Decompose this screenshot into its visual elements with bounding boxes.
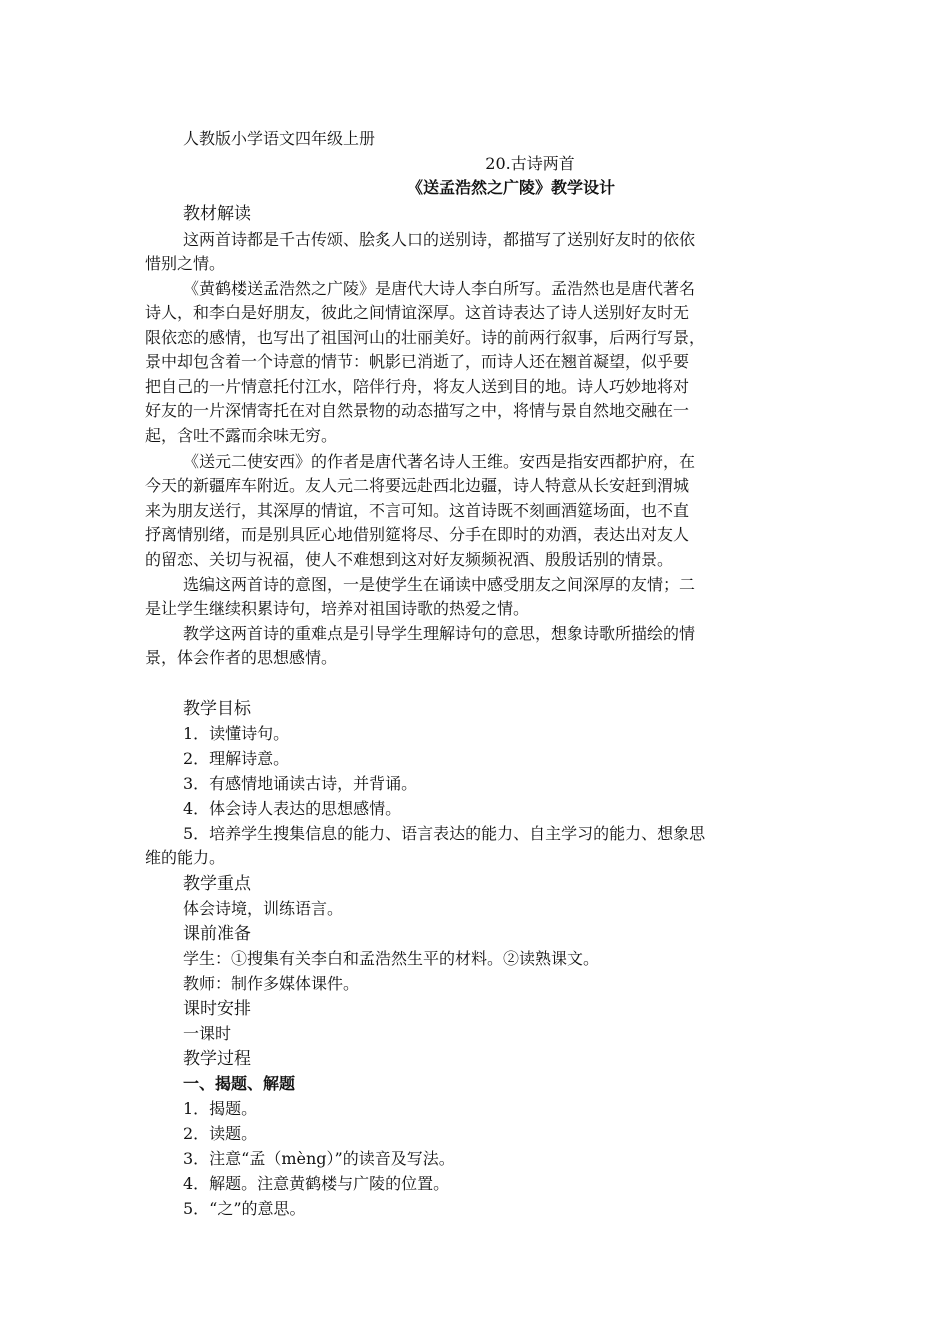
- list-item: 1．读懂诗句。: [183, 724, 290, 743]
- list-item: 3．有感情地诵读古诗，并背诵。: [183, 774, 418, 793]
- section-heading-analysis: 教材解读: [183, 204, 251, 224]
- paragraph-line: 抒离情别绪，而是别具匠心地借别筵将尽、分手在即时的劝酒，表达出对友人: [145, 525, 690, 544]
- paragraph-line: 今天的新疆库车附近。友人元二将要远赴西北边疆，诗人特意从长安赶到渭城: [145, 476, 690, 495]
- paragraph-line: 一课时: [183, 1024, 232, 1043]
- document-title: 《送孟浩然之广陵》教学设计: [406, 178, 615, 197]
- paragraph-line: 限依恋的感情，也写出了祖国河山的壮丽美好。诗的前两行叙事，后两行写景，: [145, 328, 706, 347]
- section-heading-prep: 课前准备: [183, 924, 251, 944]
- lesson-title: 20.古诗两首: [485, 154, 575, 173]
- paragraph-line: 来为朋友送行，其深厚的情谊，不言可知。这首诗既不刻画酒筵场面，也不直: [145, 501, 690, 520]
- section-heading-goals: 教学目标: [183, 699, 251, 719]
- paragraph-line: 教师：制作多媒体课件。: [183, 974, 360, 993]
- list-item: 4．解题。注意黄鹤楼与广陵的位置。: [183, 1174, 450, 1193]
- paragraph-line: 是让学生继续积累诗句，培养对祖国诗歌的热爱之情。: [145, 599, 530, 618]
- list-item: 3．注意“孟（mèng）”的读音及写法。: [183, 1149, 455, 1168]
- list-item: 维的能力。: [145, 848, 226, 867]
- paragraph-line: 学生：①搜集有关李白和孟浩然生平的材料。②读熟课文。: [183, 949, 600, 968]
- list-item: 2．理解诗意。: [183, 749, 290, 768]
- list-item: 5．“之”的意思。: [183, 1199, 306, 1218]
- paragraph-line: 好友的一片深情寄托在对自然景物的动态描写之中，将情与景自然地交融在一: [145, 401, 690, 420]
- series-title: 人教版小学语文四年级上册: [183, 129, 376, 148]
- step-heading: 一、揭题、解题: [183, 1074, 296, 1093]
- paragraph-line: 《黄鹤楼送孟浩然之广陵》是唐代大诗人李白所写。孟浩然也是唐代著名: [183, 279, 696, 298]
- list-item: 5．培养学生搜集信息的能力、语言表达的能力、自主学习的能力、想象思: [183, 824, 706, 843]
- paragraph-line: 选编这两首诗的意图，一是使学生在诵读中感受朋友之间深厚的友情；二: [183, 575, 696, 594]
- paragraph-line: 起，含吐不露而余味无穷。: [145, 426, 338, 445]
- list-item: 1．揭题。: [183, 1099, 258, 1118]
- list-item: 2．读题。: [183, 1124, 258, 1143]
- paragraph-line: 诗人，和李白是好朋友，彼此之间情谊深厚。这首诗表达了诗人送别好友时无: [145, 303, 690, 322]
- paragraph-line: 这两首诗都是千古传颂、脍炙人口的送别诗，都描写了送别好友时的依依: [183, 230, 696, 249]
- paragraph-line: 景，体会作者的思想感情。: [145, 648, 338, 667]
- paragraph-line: 把自己的一片情意托付江水，陪伴行舟，将友人送到目的地。诗人巧妙地将对: [145, 377, 690, 396]
- paragraph-line: 体会诗境，训练语言。: [183, 899, 344, 918]
- list-item: 4．体会诗人表达的思想感情。: [183, 799, 402, 818]
- paragraph-line: 景中却包含着一个诗意的情节：帆影已消逝了，而诗人还在翘首凝望，似乎要: [145, 352, 690, 371]
- paragraph-line: 惜别之情。: [145, 254, 226, 273]
- section-heading-process: 教学过程: [183, 1049, 251, 1069]
- section-heading-time: 课时安排: [183, 999, 251, 1019]
- paragraph-line: 《送元二使安西》的作者是唐代著名诗人王维。安西是指安西都护府，在: [183, 452, 696, 471]
- paragraph-line: 教学这两首诗的重难点是引导学生理解诗句的意思，想象诗歌所描绘的情: [183, 624, 696, 643]
- paragraph-line: 的留恋、关切与祝福，使人不难想到这对好友频频祝酒、殷殷话别的情景。: [145, 550, 674, 569]
- section-heading-focus: 教学重点: [183, 874, 251, 894]
